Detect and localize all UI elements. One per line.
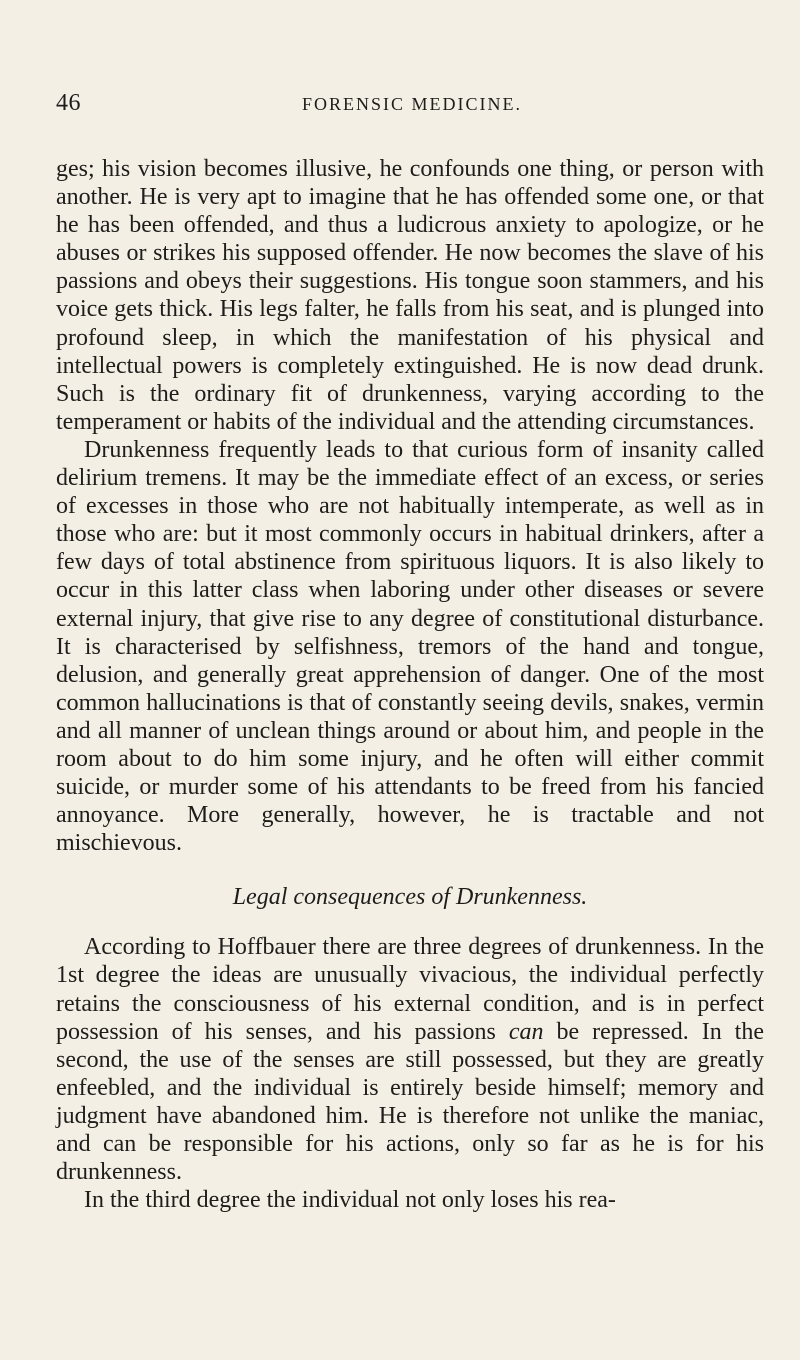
body-text bbox=[56, 155, 764, 1214]
paragraph-delirium-tremens: Drunkenness frequently leads to that curious form of insanity called delirium tremens. It may be the immediate effect of an excess, or series of excesses in those who are not habitually intemperate, as well as in those who are: but it most commonly occurs in habitual drinkers, after a few days of total abstinence from spirituous liquors. It is also likely to occur in this latter class when laboring under other diseases or severe external injury, that give rise to any degree of constitutional disturbance. It is characterised by selfishness, tremors of the hand and tongue, delusion, and generally great apprehension of danger. One of the most common hallucinations is that of constantly seeing devils, snakes, vermin and all manner of unclean things around or about him, and people in the room about to do him some injury, and he often will either commit suicide, or murder some of his attendants to be freed from his fancied annoyance. More generally, however, he is tractable and not mischievous. bbox=[56, 436, 764, 857]
section-heading: Legal consequences of Drunkenness. bbox=[232, 884, 588, 911]
paragraph-third-degree: In the third degree the individual not only loses his rea- bbox=[84, 1187, 616, 1214]
paragraph-hoffbauer-part1: According to Hoffbauer there are three degrees of drunkenness. In the 1st degree the ideas are unusually vivacious, the individual perfectly retains the consciousness of his external condition, and is in perfect possession of his senses, and his passions bbox=[56, 934, 764, 1045]
paragraph-hoffbauer-part2: be repressed. In the second, the use of the senses are still possessed, but they are greatly enfeebled, and the individual is entirely beside himself; memory and judgment have abandoned him. He is therefore not unlike the maniac, and can be responsible for his actions, only so far as he is for his drunkenness. bbox=[56, 1018, 764, 1186]
paragraph-continued: ges; his vision becomes illusive, he confounds one thing, or person with another. He is very apt to imagine that he has offended some one, or that he has been offended, and thus a ludicrous anxiety to apologize, or he abuses or strikes his supposed offender. He now becomes the slave of his passions and obeys their suggestions. His tongue soon stammers, and his voice gets thick. His legs falter, he falls from his seat, and is plunged into profound sleep, in which the manifestation of his physical and intellectual powers is completely extinguished. He is now dead drunk. Such is the ordinary fit of drunkenness, varying according to the temperament or habits of the individual and the attending circumstances. bbox=[56, 156, 764, 435]
page-number: 46 bbox=[56, 90, 81, 116]
running-head bbox=[56, 90, 758, 126]
emphasis-can: can bbox=[508, 1018, 544, 1045]
paragraph-hoffbauer bbox=[56, 933, 764, 1186]
running-title: FORENSIC MEDICINE. bbox=[301, 94, 522, 114]
